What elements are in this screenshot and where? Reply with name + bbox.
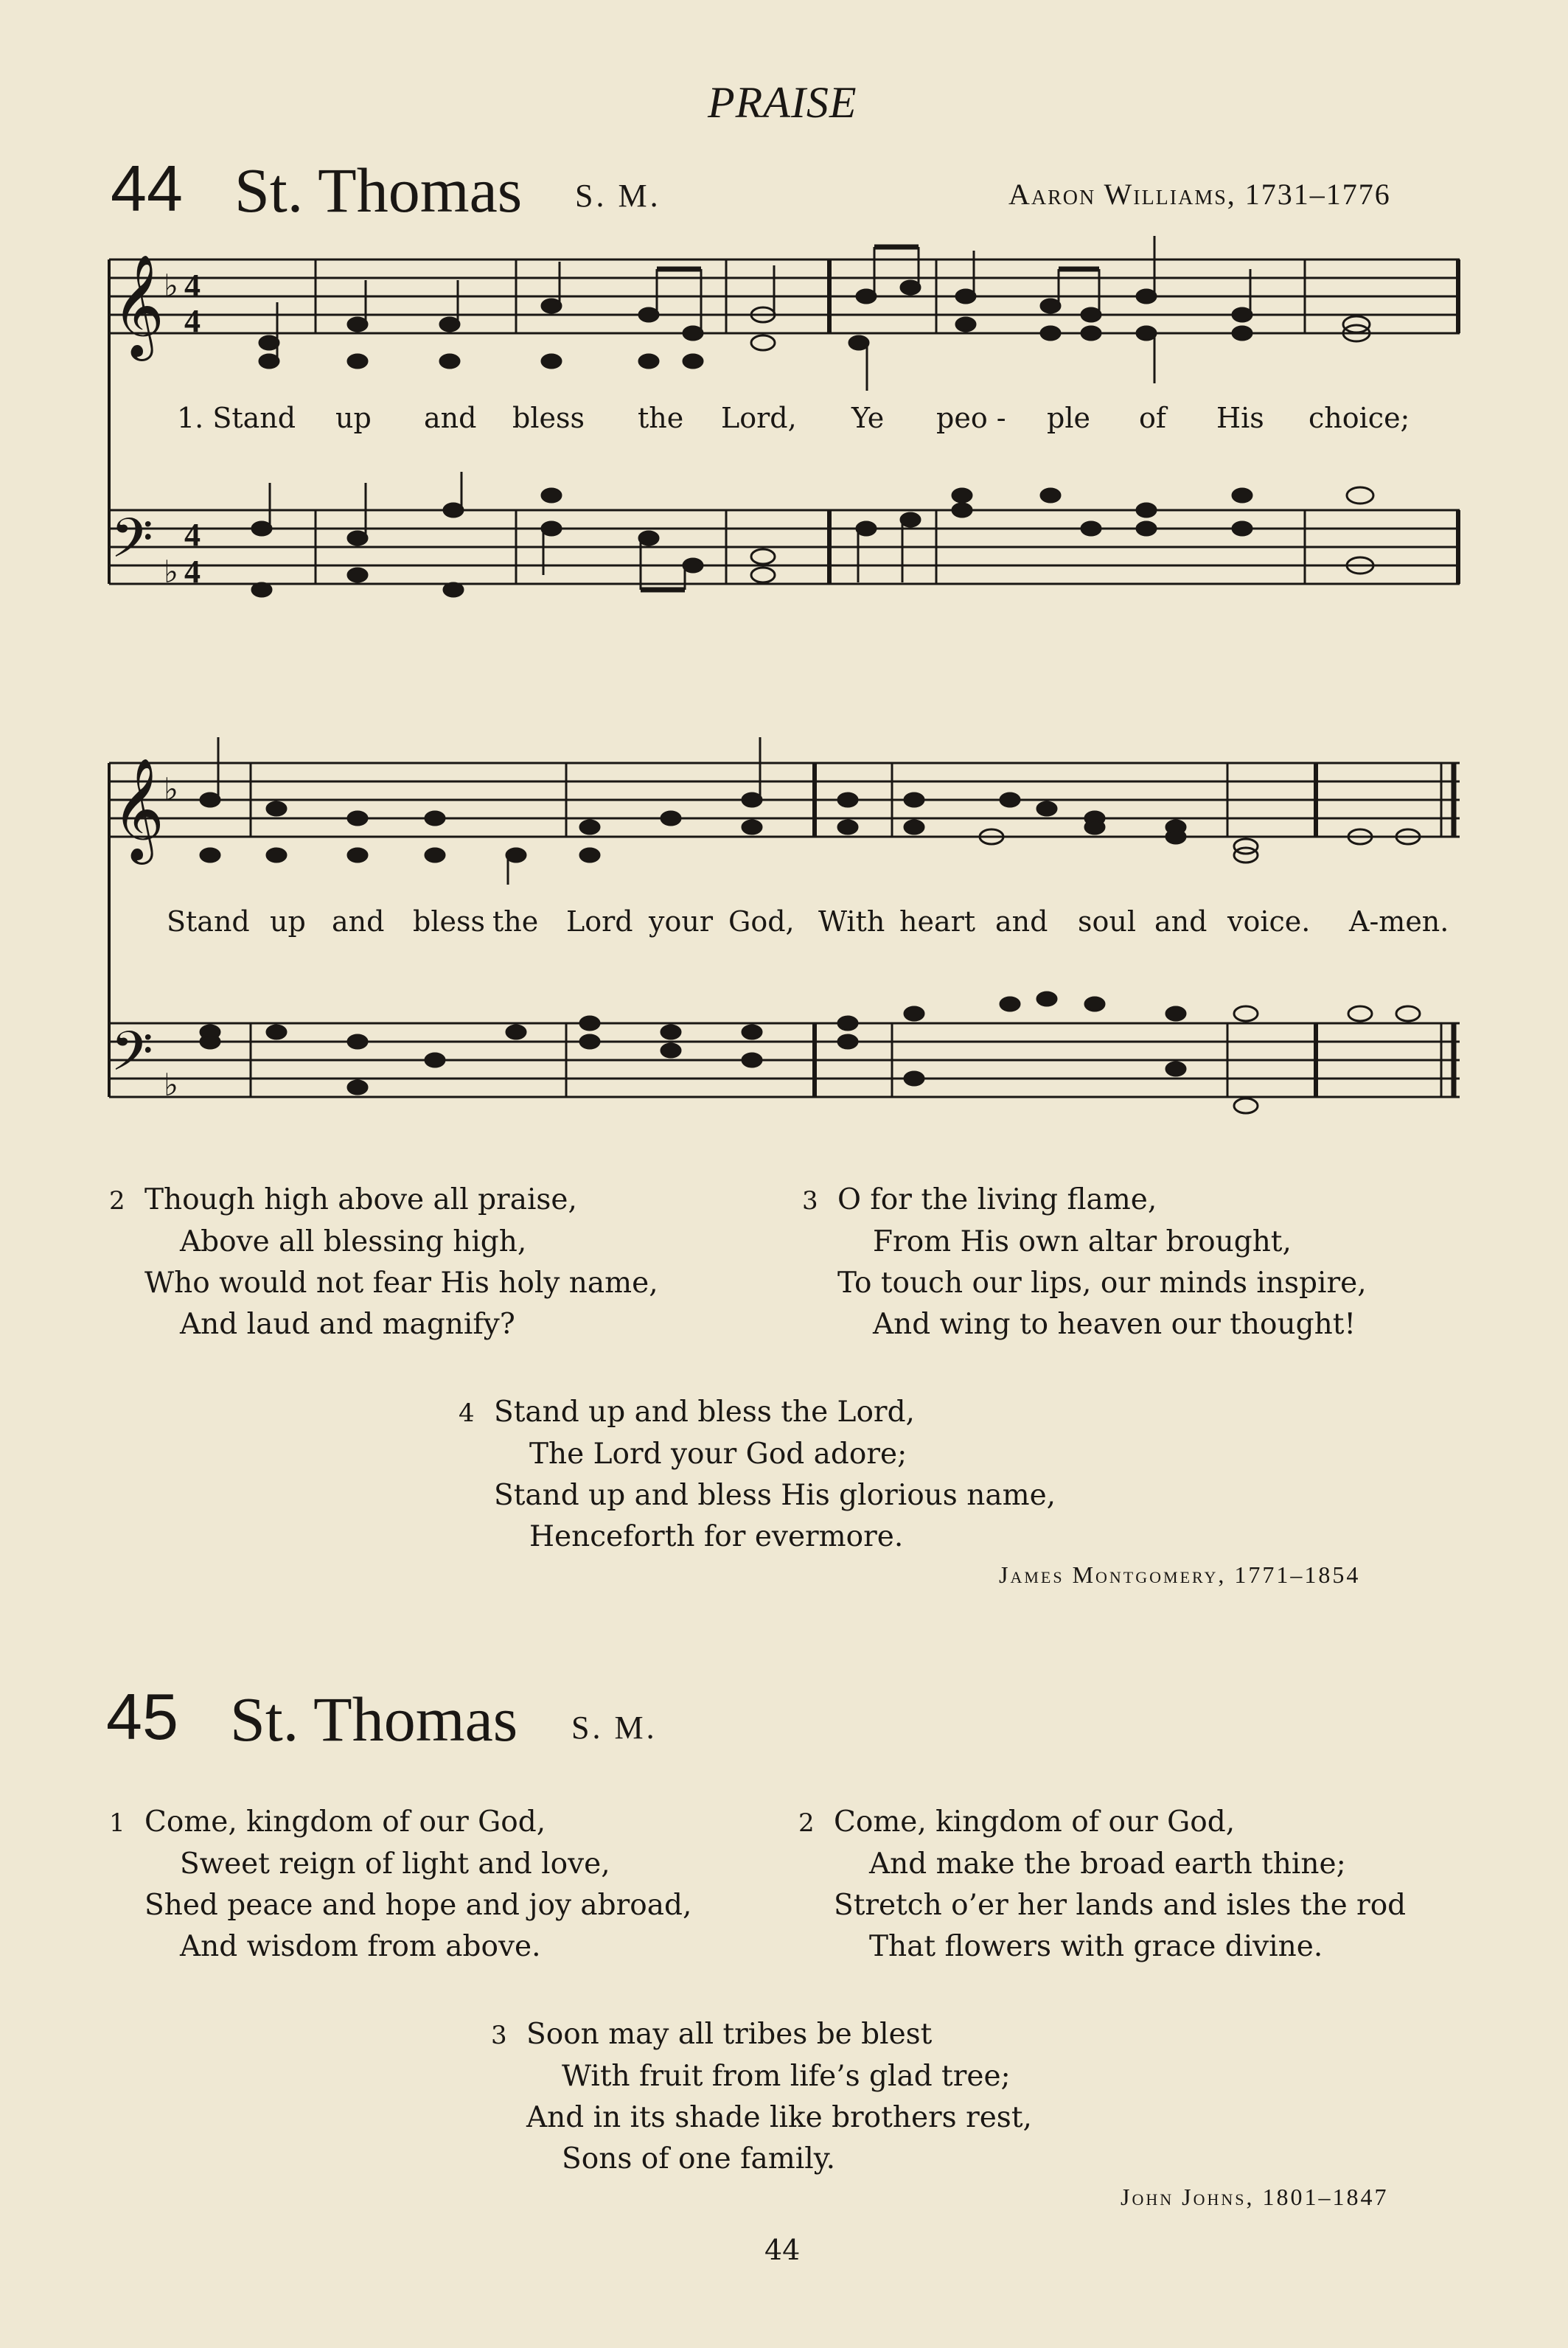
hymn-45-tune-name: St. Thomas bbox=[230, 1684, 518, 1755]
lyric-word: God, bbox=[728, 905, 795, 938]
verse-line: Who would not fear His holy name, bbox=[144, 1267, 658, 1300]
hymn-45-verse-2 bbox=[798, 1802, 1406, 1968]
lyric-word: Lord, bbox=[721, 402, 797, 434]
svg-text:4: 4 bbox=[184, 303, 201, 339]
lyric-word: A-men. bbox=[1349, 905, 1449, 938]
verse-number: 2 bbox=[798, 1808, 815, 1838]
lyric-word: the bbox=[492, 905, 539, 938]
lyric-word: up bbox=[270, 905, 306, 938]
lyric-word: bless bbox=[413, 905, 485, 938]
hymn-44-meter: S. M. bbox=[575, 178, 661, 214]
bass-staff-lines-2 bbox=[109, 1023, 1460, 1097]
flat-icon: ♭ bbox=[164, 268, 178, 304]
verse-line: And in its shade like brothers rest, bbox=[526, 2101, 1032, 2134]
hymn-45-verse-3 bbox=[491, 2014, 1032, 2180]
flat-icon: ♭ bbox=[164, 554, 178, 590]
verse-line: Stand up and bless the Lord, bbox=[494, 1396, 915, 1429]
verse-line: And wing to heaven our thought! bbox=[873, 1308, 1356, 1341]
lyric-word: and bbox=[424, 402, 477, 434]
verse-number: 2 bbox=[109, 1186, 125, 1216]
verse-line: Stretch o’er her lands and isles the rod bbox=[834, 1889, 1407, 1922]
treble-clef-icon: 𝄞 bbox=[112, 758, 164, 860]
verse-line: Sons of one family. bbox=[562, 2142, 835, 2175]
hymn-44-author: James Montgomery, 1771–1854 bbox=[999, 1561, 1361, 1588]
verse-line: That flowers with grace divine. bbox=[869, 1930, 1323, 1963]
lyric-word: Ye bbox=[851, 402, 885, 434]
hymn-44-number: 44 bbox=[111, 152, 183, 225]
treble-notes-2 bbox=[201, 737, 1420, 885]
verse-line: Come, kingdom of our God, bbox=[834, 1805, 1236, 1839]
flat-icon: ♭ bbox=[164, 771, 178, 807]
verse-line: Though high above all praise, bbox=[144, 1183, 577, 1216]
lyric-word: 1. Stand bbox=[177, 402, 296, 434]
verse-line: To touch our lips, our minds inspire, bbox=[837, 1267, 1367, 1300]
verse-line: The Lord your God adore; bbox=[529, 1438, 907, 1471]
verse-line: Come, kingdom of our God, bbox=[144, 1805, 546, 1839]
verse-line: Above all blessing high, bbox=[180, 1225, 527, 1258]
hymn-44-composer: Aaron Williams, 1731–1776 bbox=[1008, 178, 1391, 211]
lyric-word: the bbox=[638, 402, 684, 434]
lyric-word: ple bbox=[1047, 402, 1090, 434]
verse-number: 3 bbox=[802, 1186, 818, 1216]
hymn-45-number: 45 bbox=[106, 1680, 178, 1753]
lyric-word: and bbox=[995, 905, 1048, 938]
lyric-word: His bbox=[1216, 402, 1264, 434]
verse-line: Soon may all tribes be blest bbox=[526, 2018, 933, 2051]
lyric-word: up bbox=[335, 402, 372, 434]
verse-line: With fruit from life’s glad tree; bbox=[562, 2060, 1011, 2093]
lyric-word: heart bbox=[899, 905, 976, 938]
lyric-word: and bbox=[332, 905, 385, 938]
verse-line: From His own altar brought, bbox=[873, 1225, 1292, 1258]
lyric-word: choice; bbox=[1309, 402, 1410, 434]
lyric-word: Lord bbox=[566, 905, 633, 938]
hymn-45-verse-1 bbox=[109, 1802, 691, 1968]
lyric-word: your bbox=[649, 905, 713, 938]
bass-clef-icon: 𝄢 bbox=[111, 506, 153, 584]
hymn-44-verse-4 bbox=[459, 1392, 1056, 1558]
bass-clef-icon: 𝄢 bbox=[111, 1020, 153, 1097]
hymn-45-meter: S. M. bbox=[571, 1710, 658, 1746]
verse-line: Sweet reign of light and love, bbox=[180, 1847, 610, 1881]
lyric-word: With bbox=[818, 905, 885, 938]
verse-line: Henceforth for evermore. bbox=[529, 1520, 904, 1553]
bass-notes-2 bbox=[201, 992, 1420, 1113]
lyric-word: bless bbox=[512, 402, 585, 434]
lyric-word: Stand bbox=[167, 905, 250, 938]
verse-line: Shed peace and hope and joy abroad, bbox=[144, 1889, 692, 1922]
hymn-44-verse-3 bbox=[802, 1180, 1367, 1345]
verse-number: 3 bbox=[491, 2021, 507, 2050]
time-signature: 4 bbox=[184, 268, 201, 304]
verse-number: 1 bbox=[109, 1808, 125, 1838]
page-number: 44 bbox=[764, 2234, 801, 2266]
verse-line: O for the living flame, bbox=[837, 1183, 1157, 1216]
lyric-word: of bbox=[1139, 402, 1166, 434]
treble-clef-icon: 𝄞 bbox=[112, 254, 164, 357]
verse-line: Stand up and bless His glorious name, bbox=[494, 1479, 1056, 1512]
lyric-word: soul bbox=[1078, 905, 1137, 938]
lyric-word: voice. bbox=[1227, 905, 1311, 938]
treble-staff-lines-2 bbox=[109, 763, 1460, 837]
verse-number: 4 bbox=[459, 1398, 475, 1428]
verse-line: And make the broad earth thine; bbox=[869, 1847, 1346, 1881]
svg-text:4: 4 bbox=[184, 554, 201, 590]
lyric-word: and bbox=[1154, 905, 1208, 938]
flat-icon: ♭ bbox=[164, 1067, 178, 1103]
section-heading: PRAISE bbox=[708, 78, 857, 127]
hymn-44-verse-2 bbox=[109, 1180, 658, 1345]
svg-text:4: 4 bbox=[184, 517, 201, 553]
verse-line: And wisdom from above. bbox=[180, 1930, 541, 1963]
hymn-45-author: John Johns, 1801–1847 bbox=[1121, 2184, 1389, 2210]
lyric-word: peo - bbox=[936, 402, 1006, 434]
hymn-44-tune-name: St. Thomas bbox=[234, 155, 523, 226]
verse-line: And laud and magnify? bbox=[180, 1308, 515, 1341]
